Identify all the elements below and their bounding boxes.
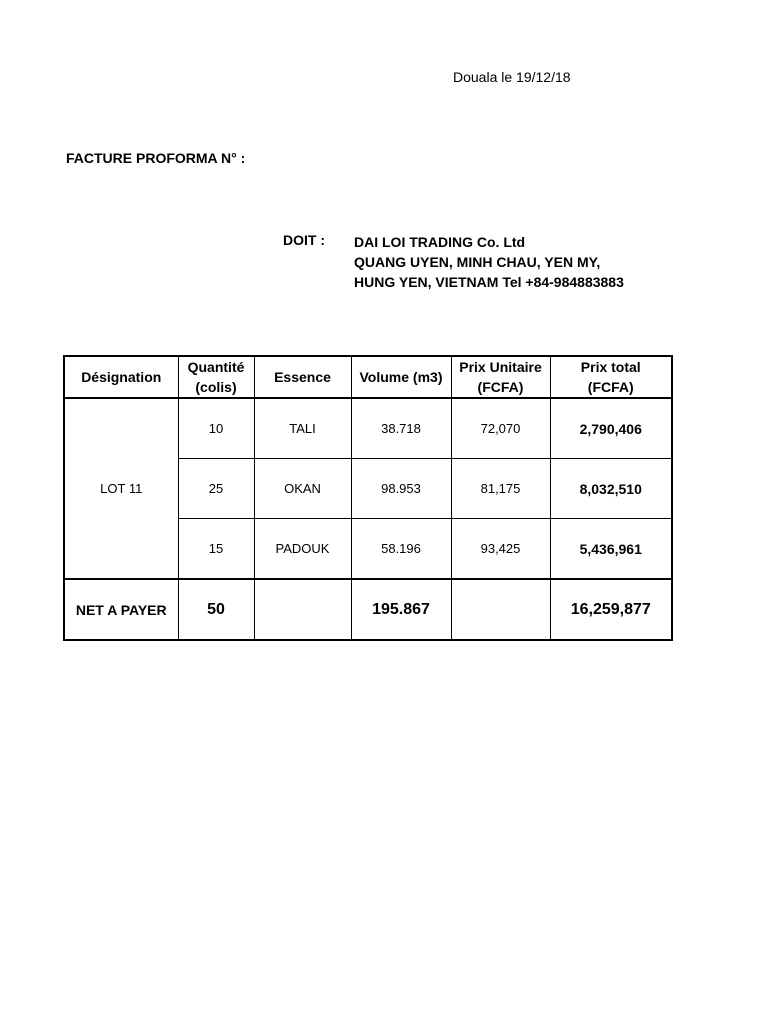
grand-total: 16,259,877 bbox=[550, 579, 672, 640]
essence-cell: OKAN bbox=[254, 459, 351, 519]
recipient-label: DOIT : bbox=[283, 232, 325, 248]
lot-designation-cell: LOT 11 bbox=[64, 398, 178, 579]
table-header-row bbox=[64, 356, 672, 398]
col-header-unit-price: Prix Unitaire (FCFA) bbox=[451, 356, 550, 398]
unit-price-cell: 93,425 bbox=[451, 519, 550, 580]
quantity-cell: 15 bbox=[178, 519, 254, 580]
quantity-cell: 10 bbox=[178, 398, 254, 459]
total-quantity: 50 bbox=[178, 579, 254, 640]
date-line: Douala le 19/12/18 bbox=[453, 69, 571, 85]
total-volume: 195.867 bbox=[351, 579, 451, 640]
invoice-title: FACTURE PROFORMA N° : bbox=[66, 150, 246, 166]
essence-cell: TALI bbox=[254, 398, 351, 459]
essence-cell: PADOUK bbox=[254, 519, 351, 580]
col-header-designation: Désignation bbox=[64, 356, 178, 398]
table-row bbox=[64, 398, 672, 459]
volume-cell: 38.718 bbox=[351, 398, 451, 459]
col-header-quantity: Quantité (colis) bbox=[178, 356, 254, 398]
total-price-cell: 8,032,510 bbox=[550, 459, 672, 519]
totals-row bbox=[64, 579, 672, 640]
total-unit-price-empty bbox=[451, 579, 550, 640]
unit-price-cell: 72,070 bbox=[451, 398, 550, 459]
recipient-address-line-1: QUANG UYEN, MINH CHAU, YEN MY, bbox=[354, 254, 601, 270]
recipient-address-line-2: HUNG YEN, VIETNAM Tel +84-984883883 bbox=[354, 274, 624, 290]
recipient-company: DAI LOI TRADING Co. Ltd bbox=[354, 234, 526, 250]
total-price-cell: 5,436,961 bbox=[550, 519, 672, 580]
net-a-payer-label: NET A PAYER bbox=[64, 579, 178, 640]
col-header-volume: Volume (m3) bbox=[351, 356, 451, 398]
col-header-total-price: Prix total (FCFA) bbox=[550, 356, 672, 398]
quantity-cell: 25 bbox=[178, 459, 254, 519]
total-essence-empty bbox=[254, 579, 351, 640]
volume-cell: 98.953 bbox=[351, 459, 451, 519]
recipient-address bbox=[354, 232, 624, 292]
col-header-essence: Essence bbox=[254, 356, 351, 398]
invoice-table bbox=[63, 355, 673, 641]
unit-price-cell: 81,175 bbox=[451, 459, 550, 519]
total-price-cell: 2,790,406 bbox=[550, 398, 672, 459]
volume-cell: 58.196 bbox=[351, 519, 451, 580]
